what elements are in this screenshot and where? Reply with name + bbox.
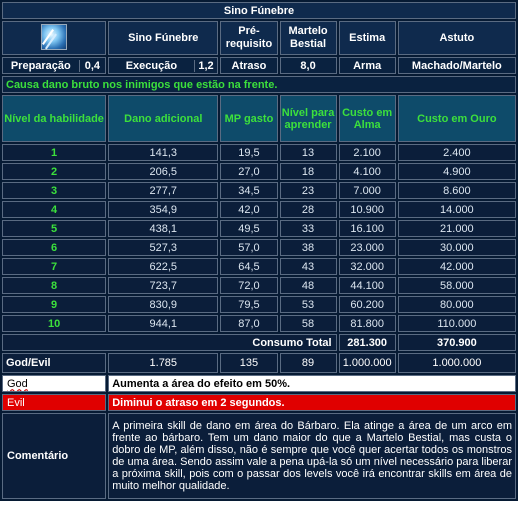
- cell-damage: 438,1: [108, 220, 218, 237]
- cell-soul-cost: 2.100: [339, 144, 396, 161]
- cell-level: 4: [2, 201, 106, 218]
- god-evil-mp: 135: [220, 353, 277, 373]
- level-rows: [2, 144, 516, 332]
- comment-label: Comentário: [2, 413, 106, 499]
- cell-gold-cost: 30.000: [398, 239, 516, 256]
- atraso-label: Atraso: [220, 57, 277, 74]
- cell-level: 1: [2, 144, 106, 161]
- god-evil-soul: 1.000.000: [339, 353, 396, 373]
- table-row: [2, 220, 516, 237]
- cell-level: 9: [2, 296, 106, 313]
- cell-level: 10: [2, 315, 106, 332]
- evil-label: Evil: [2, 394, 106, 411]
- cell-mp: 34,5: [220, 182, 277, 199]
- cell-damage: 206,5: [108, 163, 218, 180]
- god-evil-gold: 1.000.000: [398, 353, 516, 373]
- cell-mp: 64,5: [220, 258, 277, 275]
- cell-soul-cost: 44.100: [339, 277, 396, 294]
- cell-damage: 622,5: [108, 258, 218, 275]
- cell-learn-level: 28: [280, 201, 337, 218]
- cell-soul-cost: 23.000: [339, 239, 396, 256]
- cell-learn-level: 18: [280, 163, 337, 180]
- skill-icon: [41, 24, 67, 50]
- table-title: Sino Fúnebre: [2, 2, 516, 19]
- cell-level: 8: [2, 277, 106, 294]
- cell-learn-level: 48: [280, 277, 337, 294]
- preparacao-label: Preparação: [10, 59, 71, 72]
- cell-soul-cost: 10.900: [339, 201, 396, 218]
- cell-damage: 277,7: [108, 182, 218, 199]
- cell-damage: 141,3: [108, 144, 218, 161]
- skill-name: Sino Fúnebre: [108, 21, 218, 55]
- cell-gold-cost: 58.000: [398, 277, 516, 294]
- skill-description: Causa dano bruto nos inimigos que estão na frente.: [2, 76, 516, 93]
- cell-gold-cost: 14.000: [398, 201, 516, 218]
- cell-soul-cost: 32.000: [339, 258, 396, 275]
- cell-gold-cost: 8.600: [398, 182, 516, 199]
- cell-mp: 19,5: [220, 144, 277, 161]
- cell-level: 7: [2, 258, 106, 275]
- evil-effect: Diminui o atraso em 2 segundos.: [108, 394, 516, 411]
- god-evil-label: God/Evil: [2, 353, 106, 373]
- total-label: Consumo Total: [2, 334, 337, 351]
- cell-gold-cost: 21.000: [398, 220, 516, 237]
- cell-level: 6: [2, 239, 106, 256]
- cell-mp: 27,0: [220, 163, 277, 180]
- total-gold: 370.900: [398, 334, 516, 351]
- preparacao-cell: [2, 57, 106, 74]
- comment-text: A primeira skill de dano em área do Bárbaro. Ela atinge a área de um arco em frente ao bárbaro. Tem um dano maior do que a Martelo Bestial, mas custa o dobro de MP, além disso, não é sempre que você quer acertar todos os monstros de uma área. Sendo assim vale a pena upá-la só um nível necessário para liberar a próxima skill, pois com o passar dos levels você irá encontrar skills em área de muito melhor qualidade.: [108, 413, 516, 499]
- cell-learn-level: 58: [280, 315, 337, 332]
- col-header-learn-level: Nível para aprender: [280, 95, 337, 142]
- table-row: [2, 163, 516, 180]
- cell-gold-cost: 4.900: [398, 163, 516, 180]
- god-label: [2, 375, 106, 392]
- cell-damage: 527,3: [108, 239, 218, 256]
- col-header-gold-cost: Custo em Ouro: [398, 95, 516, 142]
- cell-learn-level: 33: [280, 220, 337, 237]
- cell-mp: 42,0: [220, 201, 277, 218]
- execucao-cell: [108, 57, 218, 74]
- cell-mp: 49,5: [220, 220, 277, 237]
- estima-value: Astuto: [398, 21, 516, 55]
- execucao-value: 1,2: [194, 60, 218, 72]
- prereq-label: Pré-requisito: [220, 21, 277, 55]
- cell-soul-cost: 81.800: [339, 315, 396, 332]
- cell-gold-cost: 2.400: [398, 144, 516, 161]
- god-label-text: God: [7, 377, 28, 390]
- preparacao-value: 0,4: [79, 60, 106, 72]
- cell-level: 2: [2, 163, 106, 180]
- table-row: [2, 315, 516, 332]
- cell-gold-cost: 110.000: [398, 315, 516, 332]
- cell-damage: 354,9: [108, 201, 218, 218]
- estima-label: Estima: [339, 21, 396, 55]
- cell-learn-level: 23: [280, 182, 337, 199]
- col-header-soul-cost: Custo em Alma: [339, 95, 396, 142]
- prereq-value: Martelo Bestial: [280, 21, 337, 55]
- skill-icon-cell: [2, 21, 106, 55]
- cell-mp: 72,0: [220, 277, 277, 294]
- cell-level: 3: [2, 182, 106, 199]
- cell-learn-level: 13: [280, 144, 337, 161]
- cell-learn-level: 38: [280, 239, 337, 256]
- execucao-label: Execução: [125, 59, 178, 72]
- table-row: [2, 277, 516, 294]
- total-soul: 281.300: [339, 334, 396, 351]
- atraso-value: 8,0: [280, 57, 337, 74]
- table-row: [2, 144, 516, 161]
- god-evil-level: 89: [280, 353, 337, 373]
- table-row: [2, 258, 516, 275]
- cell-soul-cost: 16.100: [339, 220, 396, 237]
- table-row: [2, 182, 516, 199]
- cell-soul-cost: 7.000: [339, 182, 396, 199]
- cell-mp: 87,0: [220, 315, 277, 332]
- cell-learn-level: 53: [280, 296, 337, 313]
- cell-soul-cost: 60.200: [339, 296, 396, 313]
- cell-soul-cost: 4.100: [339, 163, 396, 180]
- cell-learn-level: 43: [280, 258, 337, 275]
- table-row: [2, 201, 516, 218]
- cell-mp: 57,0: [220, 239, 277, 256]
- cell-mp: 79,5: [220, 296, 277, 313]
- god-evil-damage: 1.785: [108, 353, 218, 373]
- cell-damage: 944,1: [108, 315, 218, 332]
- god-effect: Aumenta a área do efeito em 50%.: [108, 375, 516, 392]
- arma-value: Machado/Martelo: [398, 57, 516, 74]
- arma-label: Arma: [339, 57, 396, 74]
- cell-damage: 723,7: [108, 277, 218, 294]
- col-header-damage: Dano adicional: [108, 95, 218, 142]
- col-header-level: Nível da habilidade: [2, 95, 106, 142]
- table-row: [2, 239, 516, 256]
- cell-gold-cost: 42.000: [398, 258, 516, 275]
- cell-level: 5: [2, 220, 106, 237]
- table-row: [2, 296, 516, 313]
- col-header-mp: MP gasto: [220, 95, 277, 142]
- cell-damage: 830,9: [108, 296, 218, 313]
- cell-gold-cost: 80.000: [398, 296, 516, 313]
